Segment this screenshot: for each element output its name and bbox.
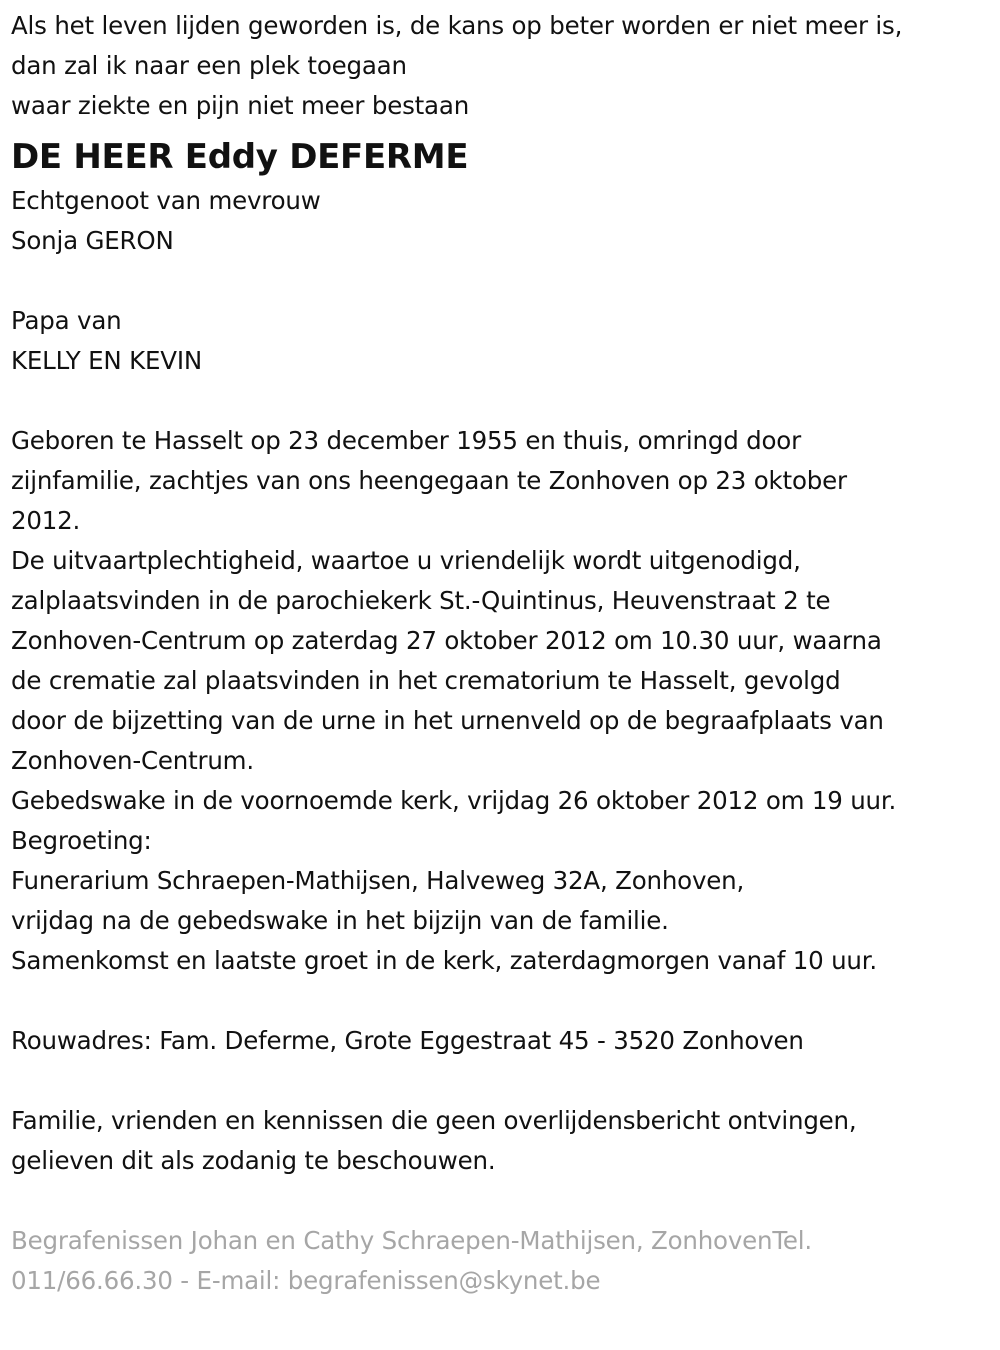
- closing-block: [11, 1101, 996, 1181]
- details-block: [11, 421, 996, 981]
- details-line: Gebedswake in de voornoemde kerk, vrijdag 26 oktober 2012 om 19 uur.: [11, 786, 897, 815]
- obituary-notice: [11, 6, 996, 1301]
- spouse-block: [11, 181, 996, 261]
- spouse-line: Echtgenoot van mevrouw: [11, 186, 321, 215]
- details-line: Geboren te Hasselt op 23 december 1955 en thuis, omringd door: [11, 426, 801, 455]
- details-line: 2012.: [11, 506, 81, 535]
- mourning-address: Rouwadres: Fam. Deferme, Grote Eggestraat 45 - 3520 Zonhoven: [11, 1026, 804, 1055]
- poem: [11, 6, 996, 126]
- footer-line: Begrafenissen Johan en Cathy Schraepen-Mathijsen, ZonhovenTel.: [11, 1226, 813, 1255]
- details-line: Zonhoven-Centrum.: [11, 746, 254, 775]
- poem-line: dan zal ik naar een plek toegaan: [11, 51, 407, 80]
- poem-line: Als het leven lijden geworden is, de kans op beter worden er niet meer is,: [11, 11, 903, 40]
- deceased-name: DE HEER Eddy DEFERME: [11, 137, 469, 177]
- details-line: zijnfamilie, zachtjes van ons heengegaan te Zonhoven op 23 oktober: [11, 466, 847, 495]
- details-line: Samenkomst en laatste groet in de kerk, zaterdagmorgen vanaf 10 uur.: [11, 946, 877, 975]
- footer-contact: 011/66.66.30 - E-mail: begrafenissen@skynet.be: [11, 1266, 601, 1295]
- children-line: Papa van: [11, 306, 122, 335]
- details-line: Zonhoven-Centrum op zaterdag 27 oktober 2012 om 10.30 uur, waarna: [11, 626, 882, 655]
- details-line: zalplaatsvinden in de parochiekerk St.-Quintinus, Heuvenstraat 2 te: [11, 586, 831, 615]
- closing-line: gelieven dit als zodanig te beschouwen.: [11, 1146, 496, 1175]
- details-line: door de bijzetting van de urne in het urnenveld op de begraafplaats van: [11, 706, 884, 735]
- details-line: de crematie zal plaatsvinden in het crematorium te Hasselt, gevolgd: [11, 666, 841, 695]
- details-line: De uitvaartplechtigheid, waartoe u vriendelijk wordt uitgenodigd,: [11, 546, 801, 575]
- details-line: Begroeting:: [11, 826, 152, 855]
- children-block: [11, 301, 996, 381]
- details-line: Funerarium Schraepen-Mathijsen, Halveweg 32A, Zonhoven,: [11, 866, 745, 895]
- funeral-home-footer: [11, 1221, 996, 1301]
- closing-line: Familie, vrienden en kennissen die geen overlijdensbericht ontvingen,: [11, 1106, 857, 1135]
- spouse-name: Sonja GERON: [11, 226, 174, 255]
- children-names: KELLY EN KEVIN: [11, 346, 202, 375]
- poem-line: waar ziekte en pijn niet meer bestaan: [11, 91, 470, 120]
- details-line: vrijdag na de gebedswake in het bijzijn van de familie.: [11, 906, 669, 935]
